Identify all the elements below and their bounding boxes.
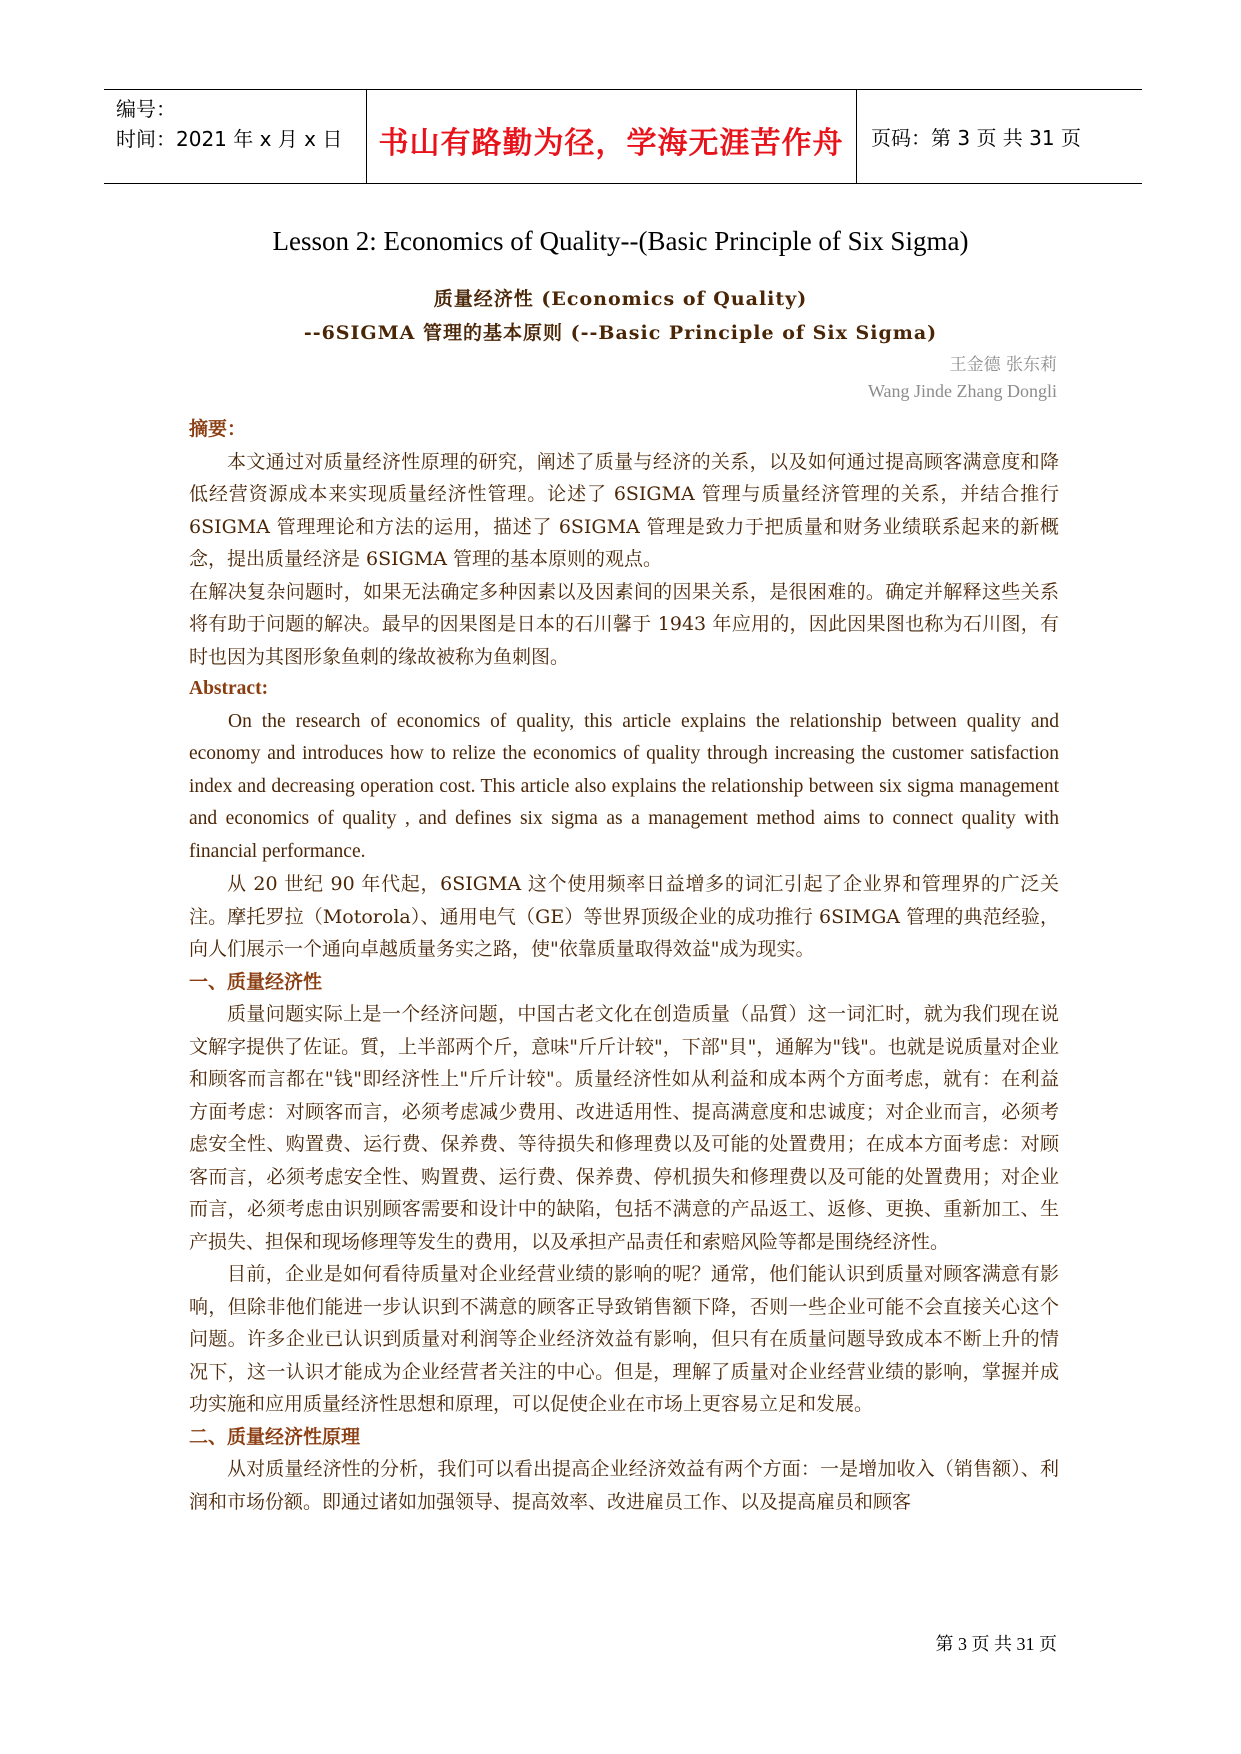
abstract-cn-heading: 摘要： <box>189 418 247 440</box>
page-footer: 第 3 页 共 31 页 <box>935 1634 1057 1654</box>
author-cn: 王金德 张东莉 <box>949 355 1057 375</box>
article-body <box>189 413 1059 1518</box>
section-heading: 一、质量经济性 <box>189 970 323 993</box>
header-meta <box>116 94 342 154</box>
section-paragraph: 质量问题实际上是一个经济问题，中国古老文化在创造质量（品質）这一词汇时，就为我们现在说文解字提供了佐证。質，上半部两个斤，意味"斤斤计较"，下部"貝"，通解为"钱"。也就是说质量对企业和顾客而言都在"钱"即经济性上"斤斤计较"。质量经济性如从利益和成本两个方面考虑，就有：在利益方面考虑：对顾客而言，必须考虑减少费用、改进适用性、提高满意度和忠诚度；对企业而言，必须考虑安全性、购置费、运行费、保养费、等待损失和修理费以及可能的处置费用；在成本方面考虑：对顾客而言，必须考虑安全性、购置费、运行费、保养费、停机损失和修理费以及可能的处置费用；对企业而言，必须考虑由识别顾客需要和设计中的缺陷，包括不满意的产品返工、返修、更换、重新加工、生产损失、担保和现场修理等发生的费用，以及承担产品责任和索赔风险等都是围绕经济性。 <box>189 1003 1059 1253</box>
subtitle-principle: --6SIGMA 管理的基本原则 (--Basic Principle of Six Sigma) <box>303 322 938 344</box>
section-paragraph: 从对质量经济性的分析，我们可以看出提高企业经济效益有两个方面：一是增加收入（销售额）、利润和市场份额。即通过诸如加强领导、提高效率、改进雇员工作、以及提高雇员和顾客 <box>189 1458 1059 1513</box>
number-label: 编号： <box>116 97 176 121</box>
page-title: Lesson 2: Economics of Quality--(Basic Principle of Six Sigma) <box>272 226 969 256</box>
page-header <box>104 89 1142 184</box>
section-paragraph: 目前，企业是如何看待质量对企业经营业绩的影响的呢？通常，他们能认识到质量对顾客满意有影响，但除非他们能进一步认识到不满意的顾客正导致销售额下降，否则一些企业可能不会直接关心这个问题。许多企业已认识到质量对利润等企业经济效益有影响，但只有在质量问题导致成本不断上升的情况下，这一认识才能成为企业经营者关注的中心。但是，理解了质量对企业经营业绩的影响，掌握并成功实施和应用质量经济性思想和原理，可以促使企业在市场上更容易立足和发展。 <box>189 1263 1059 1415</box>
page-number-label: 页码：第 3 页 共 31 页 <box>871 126 1081 150</box>
author-en: Wang Jinde Zhang Dongli <box>867 381 1057 401</box>
abstract-en-paragraph: On the research of economics of quality, this article explains the relationship between quality and economy and introduces how to relize the economics of quality through increasing the customer satisfaction index and decreasing operation cost. This article also explains the relationship between six sigma management and economics of quality , and defines six sigma as a management method aims to connect quality with financial performance. <box>189 710 1059 862</box>
subtitle-cn: 质量经济性 (Economics of Quality) <box>433 288 808 310</box>
header-motto: 书山有路勤为径，学海无涯苦作舟 <box>378 126 844 161</box>
intro-paragraph: 从 20 世纪 90 年代起，6SIGMA 这个使用频率日益增多的词汇引起了企业界和管理界的广泛关注。摩托罗拉（Motorola）、通用电气（GE）等世界顶级企业的成功推行 6SIMGA 管理的典范经验，向人们展示一个通向卓越质量务实之路，使"依靠质量取得效益"成为现实。 <box>189 873 1059 960</box>
section-heading: 二、质量经济性原理 <box>189 1425 361 1448</box>
header-divider <box>856 90 857 183</box>
time-label: 时间：2021 年 x 月 x 日 <box>116 127 343 151</box>
abstract-cn-paragraph: 在解决复杂问题时，如果无法确定多种因素以及因素间的因果关系，是很困难的。确定并解释这些关系将有助于问题的解决。最早的因果图是日本的石川馨于 1943 年应用的，因此因果图也称为石川图，有时也因为其图形象鱼刺的缘故被称为鱼刺图。 <box>189 580 1059 668</box>
abstract-cn-paragraph: 本文通过对质量经济性原理的研究，阐述了质量与经济的关系，以及如何通过提高顾客满意度和降低经营资源成本来实现质量经济性管理。论述了 6SIGMA 管理与质量经济管理的关系，并结合推行 6SIGMA 管理理论和方法的运用，描述了 6SIGMA 管理是致力于把质量和财务业绩联系起来的新概念，提出质量经济是 6SIGMA 管理的基本原则的观点。 <box>189 450 1059 570</box>
abstract-en-heading: Abstract: <box>189 678 269 699</box>
